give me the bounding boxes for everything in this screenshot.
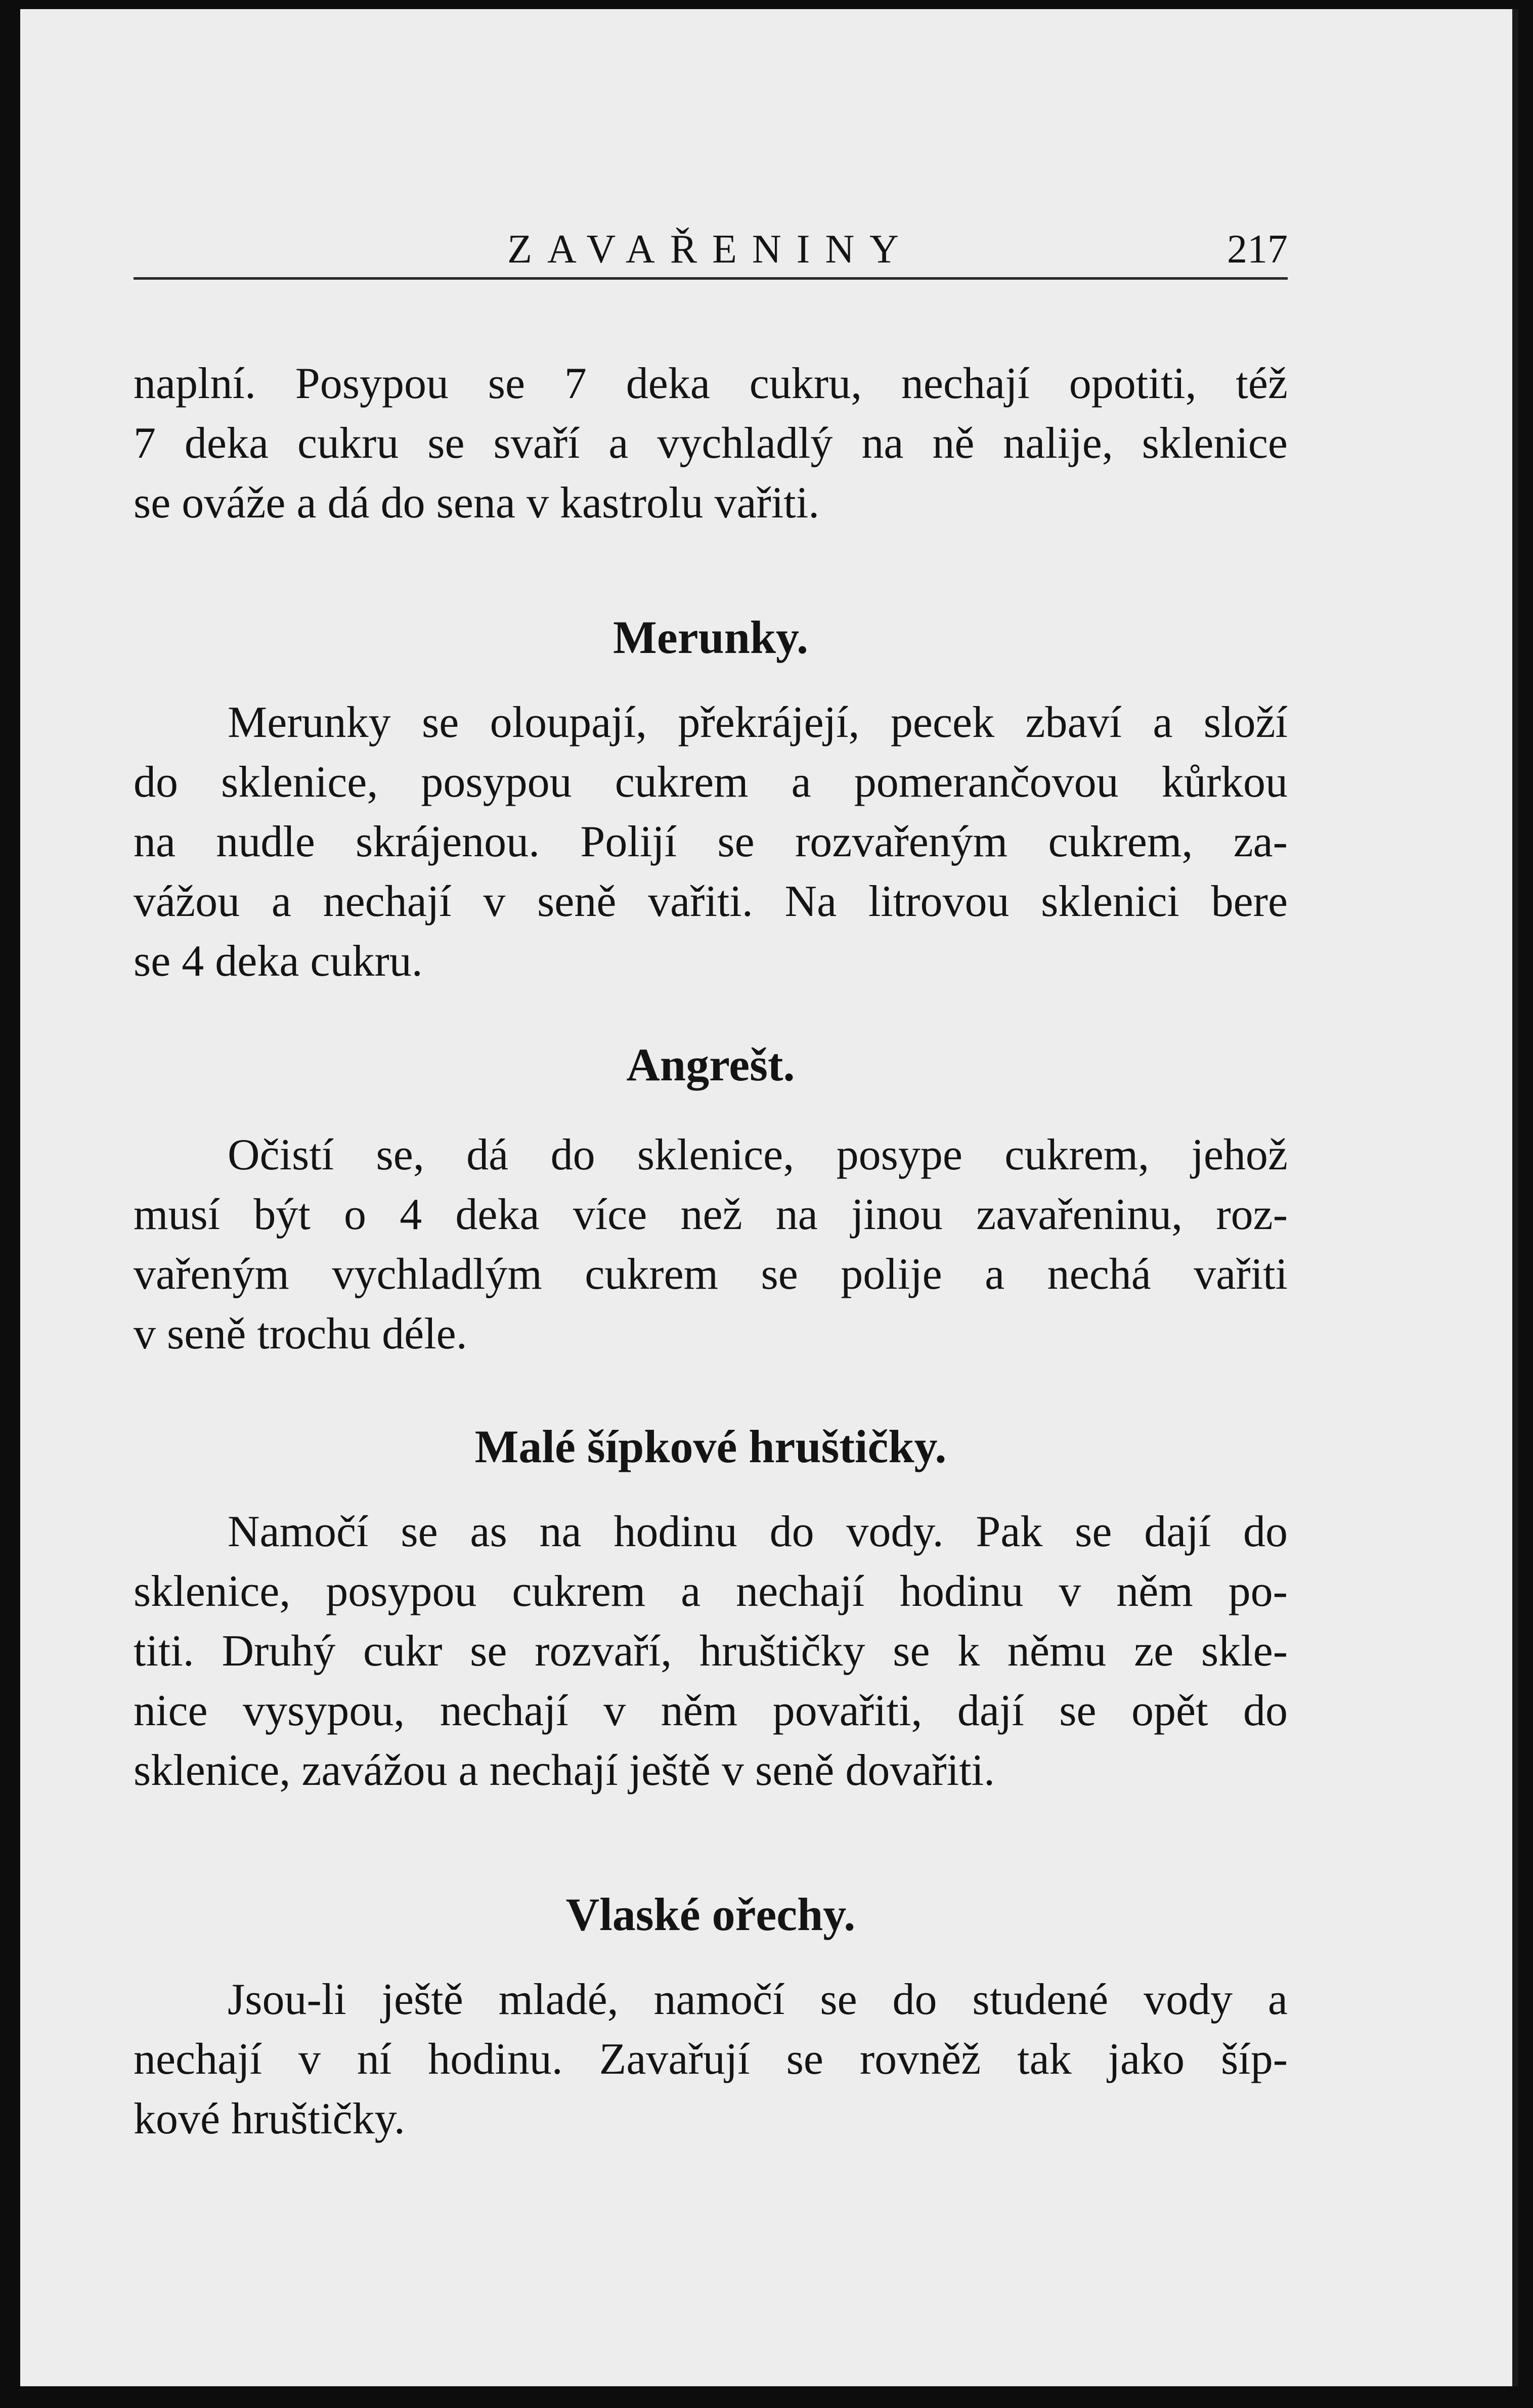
paragraph-line: sklenice, posypou cukrem a nechají hodinu v něm po- bbox=[134, 1567, 1288, 1616]
running-header bbox=[134, 222, 1288, 280]
section-paragraph-orechy bbox=[134, 1970, 1288, 2149]
paragraph-line: do sklenice, posypou cukrem a pomerančovou kůrkou bbox=[134, 758, 1288, 807]
paragraph-line: Merunky se oloupají, překrájejí, pecek zbaví a složí bbox=[228, 698, 1288, 747]
paragraph-line: v seně trochu déle. bbox=[134, 1309, 467, 1359]
paragraph-line: sklenice, zavážou a nechají ještě v seně dovařiti. bbox=[134, 1746, 995, 1795]
page-edge bbox=[1512, 9, 1518, 2386]
section-heading-orechy: Vlaské ořechy. bbox=[565, 1889, 856, 1940]
paragraph-line: Namočí se as na hodinu do vody. Pak se dají do bbox=[228, 1507, 1288, 1556]
section-heading-hrusticky: Malé šípkové hruštičky. bbox=[474, 1421, 947, 1472]
paragraph-line: naplní. Posypou se 7 deka cukru, nechají opotiti, též bbox=[134, 359, 1288, 408]
section-heading-angrest: Angrešt. bbox=[626, 1039, 795, 1090]
section-paragraph-angrest bbox=[134, 1125, 1288, 1364]
section-paragraph-hrusticky bbox=[134, 1502, 1288, 1801]
paragraph-line: 7 deka cukru se svaří a vychladlý na ně nalije, sklenice bbox=[134, 419, 1288, 468]
paragraph-line: vážou a nechají v seně vařiti. Na litrovou sklenici bere bbox=[134, 877, 1288, 926]
paragraph-line: se ováže a dá do sena v kastrolu vařiti. bbox=[134, 478, 820, 528]
paragraph-line: musí být o 4 deka více než na jinou zavařeninu, roz- bbox=[134, 1190, 1288, 1239]
paragraph-line: Jsou-li ještě mladé, namočí se do studené vody a bbox=[228, 1975, 1288, 2024]
section-paragraph-merunky bbox=[134, 693, 1288, 991]
page-number: 217 bbox=[1227, 227, 1288, 272]
running-title: ZAVAŘENINY bbox=[507, 227, 914, 272]
paragraph-line: se 4 deka cukru. bbox=[134, 937, 423, 986]
paragraph-line: vařeným vychladlým cukrem se polije a nechá vařiti bbox=[134, 1250, 1288, 1299]
paragraph-line: titi. Druhý cukr se rozvaří, hruštičky se k němu ze skle- bbox=[134, 1627, 1288, 1676]
paragraph-line: nechají v ní hodinu. Zavařují se rovněž tak jako šíp- bbox=[134, 2035, 1288, 2084]
paragraph-line: Očistí se, dá do sklenice, posype cukrem, jehož bbox=[228, 1130, 1288, 1179]
paragraph-line: na nudle skrájenou. Polijí se rozvařeným cukrem, za- bbox=[134, 817, 1288, 866]
intro-paragraph bbox=[134, 354, 1288, 533]
paragraph-line: nice vysypou, nechají v něm povařiti, dají se opět do bbox=[134, 1686, 1288, 1735]
paragraph-line: kové hruštičky. bbox=[134, 2094, 405, 2143]
section-heading-merunky: Merunky. bbox=[613, 611, 808, 663]
